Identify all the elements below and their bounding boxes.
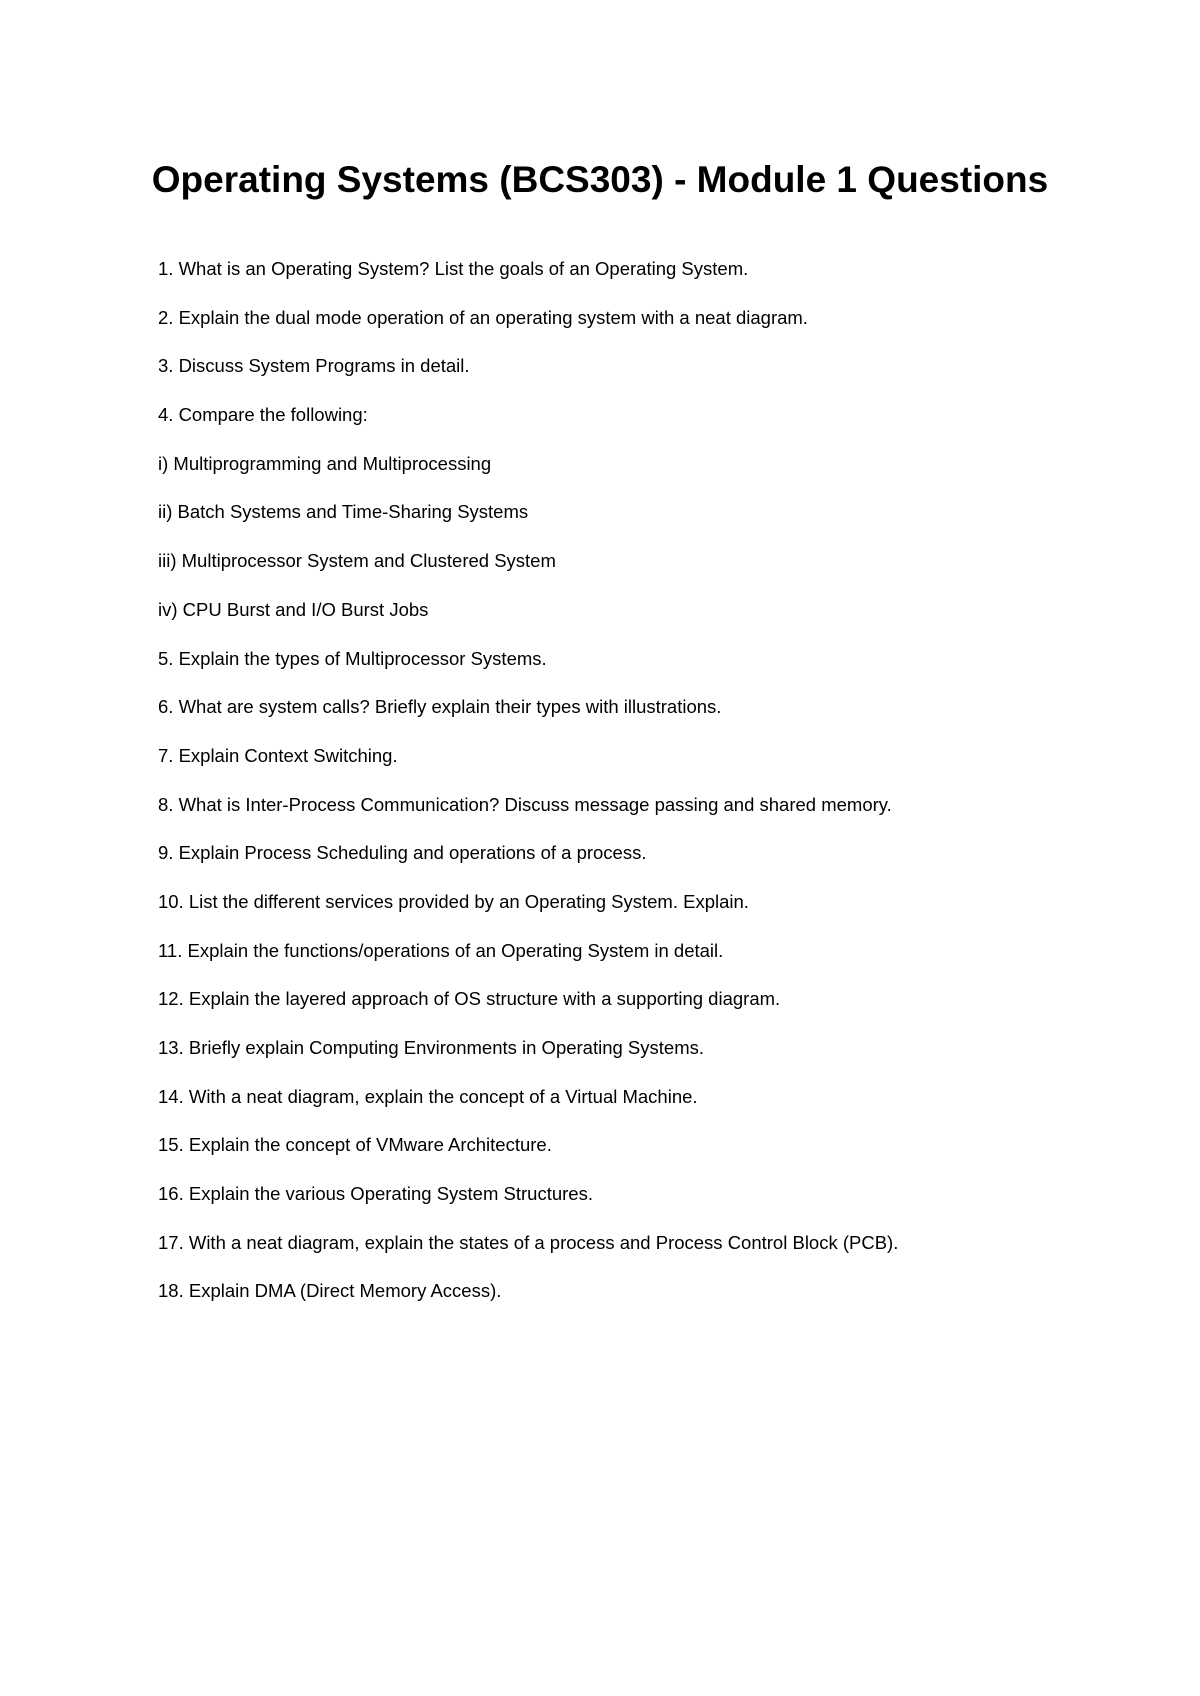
question-1: 1. What is an Operating System? List the goals of an Operating System. (158, 258, 749, 279)
question-6: 6. What are system calls? Briefly explain their types with illustrations. (158, 696, 722, 718)
question-4-part-ii: ii) Batch Systems and Time-Sharing Systems (158, 501, 529, 523)
question-4-part-iv: iv) CPU Burst and I/O Burst Jobs (158, 598, 429, 620)
question-15: 15. Explain the concept of VMware Architecture. (158, 1134, 552, 1156)
question-4: 4. Compare the following: (158, 404, 368, 426)
document-title: Operating Systems (BCS303) - Module 1 Questions (151, 159, 1049, 200)
question-3: 3. Discuss System Programs in detail. (158, 355, 470, 377)
question-8: 8. What is Inter-Process Communication? Discuss message passing and shared memory. (158, 793, 892, 815)
question-9: 9. Explain Process Scheduling and operations of a process. (158, 842, 647, 864)
question-16: 16. Explain the various Operating System Structures. (158, 1183, 593, 1205)
question-10: 10. List the different services provided by an Operating System. Explain. (158, 890, 749, 912)
question-list (158, 256, 1158, 1327)
question-18: 18. Explain DMA (Direct Memory Access). (158, 1280, 502, 1302)
question-14: 14. With a neat diagram, explain the concept of a Virtual Machine. (158, 1085, 698, 1107)
question-11: 11. Explain the functions/operations of an Operating System in detail. (158, 939, 724, 961)
question-7: 7. Explain Context Switching. (158, 744, 398, 766)
question-17: 17. With a neat diagram, explain the states of a process and Process Control Block (PCB). (158, 1231, 899, 1253)
question-13: 13. Briefly explain Computing Environments in Operating Systems. (158, 1037, 705, 1058)
question-2: 2. Explain the dual mode operation of an operating system with a neat diagram. (158, 306, 808, 328)
question-5: 5. Explain the types of Multiprocessor Systems. (158, 647, 547, 669)
question-4-part-i: i) Multiprogramming and Multiprocessing (158, 452, 492, 474)
question-12: 12. Explain the layered approach of OS structure with a supporting diagram. (158, 988, 781, 1010)
question-4-part-iii: iii) Multiprocessor System and Clustered System (158, 550, 556, 572)
